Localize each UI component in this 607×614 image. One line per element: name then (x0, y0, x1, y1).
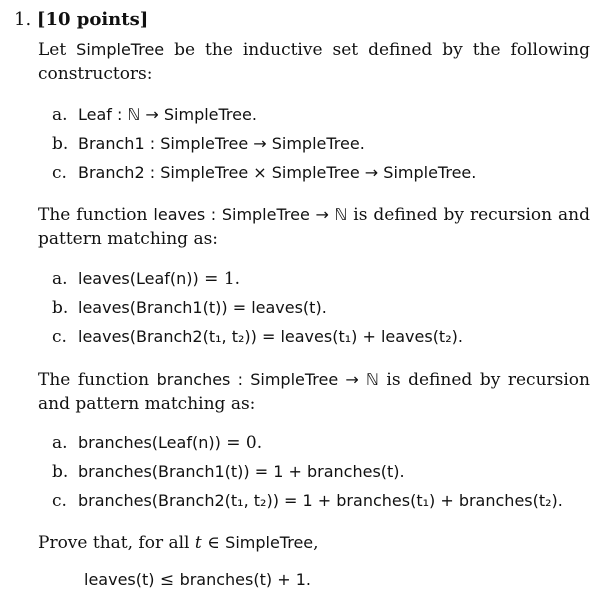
case-lhs: leaves(Leaf(n)) (78, 269, 199, 288)
list-item (52, 460, 592, 489)
prove-pre: Prove that, for all (38, 533, 195, 553)
intro-set-name: SimpleTree (76, 40, 165, 59)
constructor-signature: : SimpleTree × SimpleTree → SimpleTree. (144, 163, 477, 182)
question-header (14, 8, 148, 32)
list-item (52, 296, 592, 325)
item-marker: b. (52, 298, 69, 318)
branches-definition-paragraph (38, 368, 590, 416)
case-lhs: branches(Branch2(t₁, t₂)) (78, 491, 279, 510)
list-item (52, 103, 592, 132)
list-item (52, 489, 592, 518)
case-rhs: = 1 + branches(t₁) + branches(t₂). (278, 491, 563, 510)
leaves-function-name: leaves (153, 205, 206, 224)
prove-variable: t (194, 533, 202, 553)
claim-rhs: branches(t) + 1. (179, 570, 311, 589)
case-rhs: = 1. (198, 269, 241, 289)
case-rhs: = leaves(t). (227, 298, 327, 317)
leaves-def-pre: The function (38, 205, 154, 225)
item-marker: a. (52, 433, 68, 453)
leaves-case-list (52, 267, 592, 354)
claim-display (84, 568, 311, 592)
claim-lhs: leaves(t) (84, 570, 155, 589)
branches-case-list (52, 431, 592, 518)
branches-def-post: is defined by recursion and pattern matching as: (38, 370, 590, 414)
case-lhs: branches(Branch1(t)) (78, 462, 250, 481)
constructor-name: Branch1 (78, 134, 145, 153)
intro-post: be the inductive set defined by the following constructors: (38, 40, 590, 84)
item-marker: b. (52, 134, 69, 154)
constructor-signature: : SimpleTree → SimpleTree. (144, 134, 365, 153)
constructor-name: Branch2 (78, 163, 145, 182)
question-number: 1. (14, 9, 32, 30)
leaves-def-post: is defined by recursion and pattern matching as: (38, 205, 591, 249)
case-lhs: branches(Leaf(n)) (78, 433, 221, 452)
item-marker: b. (52, 462, 69, 482)
constructor-name: Leaf (78, 105, 112, 124)
leaves-definition-paragraph (38, 203, 590, 251)
case-lhs: leaves(Branch1(t)) (78, 298, 228, 317)
constructor-list (52, 103, 592, 190)
item-marker: c. (52, 163, 67, 183)
case-lhs: leaves(Branch2(t₁, t₂)) (78, 327, 257, 346)
prove-statement (38, 531, 590, 555)
constructor-signature: : ℕ → SimpleTree. (111, 105, 257, 124)
item-marker: c. (52, 327, 67, 347)
branches-signature: : SimpleTree → ℕ (230, 370, 379, 389)
item-marker: c. (52, 491, 67, 511)
item-marker: a. (52, 269, 68, 289)
branches-def-pre: The function (38, 370, 157, 390)
intro-paragraph (38, 38, 590, 86)
claim-op: ≤ (154, 570, 180, 590)
leaves-signature: : SimpleTree → ℕ (205, 205, 348, 224)
item-marker: a. (52, 105, 68, 125)
list-item (52, 161, 592, 190)
list-item (52, 267, 592, 296)
branches-function-name: branches (156, 370, 231, 389)
prove-set: SimpleTree (225, 533, 314, 552)
list-item (52, 132, 592, 161)
prove-post: , (313, 533, 319, 553)
list-item (52, 325, 592, 354)
list-item (52, 431, 592, 460)
case-rhs: = 1 + branches(t). (249, 462, 405, 481)
intro-pre: Let (38, 40, 77, 60)
case-rhs: = leaves(t₁) + leaves(t₂). (256, 327, 463, 346)
question-points: [10 points] (36, 9, 149, 30)
case-rhs: = 0. (220, 433, 263, 453)
prove-member: ∈ (201, 533, 226, 553)
